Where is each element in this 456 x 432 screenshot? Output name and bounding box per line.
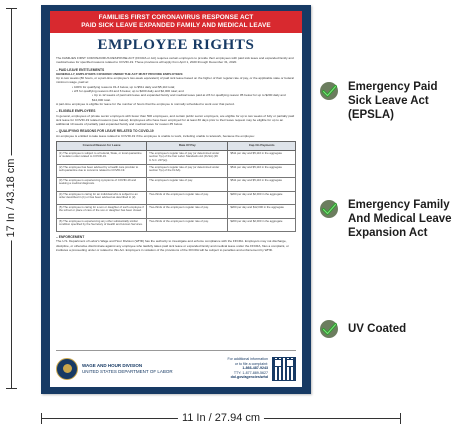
table-row (57, 218, 296, 232)
leave-bullet: • 2/3 for qualifying reasons #4 and 6 below, up to $200 daily and $2,000 total; and (72, 89, 184, 94)
table-cell: The employee's regular rate of pay. (147, 178, 228, 192)
width-dimension-label: 11 In / 27.94 cm (178, 412, 264, 424)
table-cell: (6) The employee is experiencing any other substantially similar condition specified by the Secretary of Health and Human Services. (57, 218, 147, 232)
table-cell: (2) The employee has been advised by a health care provider to self-quarantine due to concerns related to COVID-19. (57, 164, 147, 178)
table-cell: $200 per day and $2,000 in the aggregate (228, 191, 296, 205)
feature-item (318, 80, 456, 122)
enforcement-heading: – ENFORCEMENT (56, 235, 85, 240)
agency-block (82, 363, 192, 374)
qualifying-heading: – QUALIFYING REASONS FOR LEAVE RELATED TO COVID-19 (56, 129, 154, 134)
table-cell: Two-thirds of the employee's regular rate of pay. (147, 205, 228, 219)
qualifying-reasons-table (56, 141, 296, 232)
table-cell: (3) The employee is experiencing symptoms of COVID-19 and seeking a medical diagnosis. (57, 178, 147, 192)
leave-bullet: • Up to 12 weeks of paid sick leave and expanded family and medical leave paid at 2/3 for qualifying reason #5 below for up to $200 daily and $12,000 total. (92, 93, 286, 102)
table-header-cell: Covered Reason for Leave (57, 142, 147, 151)
website: dol.gov/agencies/whd (230, 375, 268, 380)
department-name: UNITED STATES DEPARTMENT OF LABOR (82, 368, 173, 374)
table-cell: (4) The employee is caring for an individual who is subject to an order described in (1) or has been advised as described in (2). (57, 191, 147, 205)
leave-note-text: A part-time employee is eligible for leave for the number of hours that the employee is normally scheduled to work over that period. (56, 101, 235, 106)
table-row (57, 191, 296, 205)
contact-line: or to file a complaint: (234, 361, 268, 366)
check-icon (318, 80, 340, 102)
table-header-row (57, 142, 296, 151)
table-row (57, 151, 296, 165)
width-dimension-left-cap (41, 413, 42, 424)
check-icon (318, 318, 340, 340)
enforcement-text: The U.S. Department of Labor's Wage and Hour Division (WHD) has the authority to investigate and enforce compliance with the FFCRA. Employers may not discharge, discipline, or otherwise discriminate against any employee who lawfully takes paid sick leave or expanded family and medical leave under the FFCRA, files a complaint, or institutes a proceeding under or related to this Act. Employers in violation of the provisions of the FFCRA will be subject to penalties and enforcement by WHD. (56, 239, 289, 252)
table-row (57, 178, 296, 192)
banner-line-1: FAMILIES FIRST CORONAVIRUS RESPONSE ACT (98, 14, 254, 22)
paid-leave-heading: – PAID LEAVE ENTITLEMENTS (56, 67, 105, 72)
feature-label: Emergency Paid Sick Leave Act (EPSLA) (348, 81, 438, 121)
feature-label: UV Coated (348, 323, 407, 335)
table-cell: (1) The employee is subject to a Federal, State, or local quarantine or isolation order related to COVID-19. (57, 151, 147, 165)
table-cell: $200 per day and $12,000 in the aggregate (228, 205, 296, 219)
height-dimension-bottom-cap (6, 388, 17, 389)
table-cell: (5) The employee is caring for a son or daughter of such employee if the school or place of care of the son or daughter has been closed. (57, 205, 147, 219)
table-row (57, 164, 296, 178)
table-cell: $511 per day and $5,110 in the aggregate (228, 164, 296, 178)
poster-banner (50, 11, 302, 33)
poster-footer (56, 350, 296, 384)
generally-heading: GENERALLY, EMPLOYERS COVERED UNDER THE ACT MUST PROVIDE EMPLOYEES: (56, 71, 184, 76)
dol-seal-icon (56, 358, 78, 380)
poster (41, 5, 311, 394)
agency-name: WAGE AND HOUR DIVISION (82, 363, 143, 369)
check-icon (318, 198, 340, 220)
intro-text: The FAMILIES FIRST CORONAVIRUS RESPONSE ACT (FFCRA or Act) requires certain employers to provide their employees with paid sick leave and expanded family and medical leave for specified reasons related to COVID-19. These provisions will apply from April 1, 2020 through December 31, 2020. (56, 56, 294, 65)
width-dimension-right-cap (400, 413, 401, 424)
contact-block (227, 357, 268, 380)
poster-sheet (50, 11, 302, 387)
qr-code-icon (272, 357, 296, 381)
eligible-heading: – ELIGIBLE EMPLOYEES (56, 109, 96, 114)
table-cell: Two-thirds of the employee's regular rate of pay. (147, 218, 228, 232)
table-cell: $511 per day and $5,110 in the aggregate (228, 151, 296, 165)
eligible-text: In general, employees of private sector employers with fewer than 500 employees, and certain public sector employers, are eligible for up to two weeks of fully or partially paid sick leave for COVID-19 related reasons (see below). Employees who have been employed for at least 30 days prior to their leave request may be eligible for up to an additional 10 weeks of partially paid expanded family and medical leave for reason #5 below. (56, 113, 295, 127)
height-dimension-top-cap (6, 8, 17, 9)
feature-item (318, 318, 456, 340)
table-cell: The employee's regular rate of pay (or determined under section 7(e) of the FLSA). (147, 164, 228, 178)
table-header-cell: Cap On Payments (228, 142, 296, 151)
contact-line: For additional information (227, 357, 268, 362)
poster-body (50, 54, 302, 252)
table-row (57, 205, 296, 219)
table-header-cell: Rate Of Pay (147, 142, 228, 151)
feature-label: Emergency Family And Medical Leave Expansion Act (348, 199, 452, 239)
table-cell: Two-thirds of the employee's regular rate of pay. (147, 191, 228, 205)
tty-number: TTY: 1-877-889-5627 (233, 370, 268, 375)
leave-intro-text: Up to two weeks (80 hours, or a part-time employee's two-week equivalent) of paid sick leave based on the higher of their regular rate of pay, or the applicable state or federal minimum wage, paid at: (56, 76, 294, 85)
leave-bullet: • 100% for qualifying reasons #1-3 below, up to $511 daily and $5,110 total; (72, 84, 175, 89)
poster-title: EMPLOYEE RIGHTS (97, 37, 255, 53)
table-cell: The employee's regular rate of pay (or determined under section 7(e) of the Fair Labor Standards Act (FLSA) (29 U.S.C. 207(e)). (147, 151, 228, 165)
banner-line-2: PAID SICK LEAVE EXPANDED FAMILY AND MEDICAL LEAVE (81, 22, 271, 29)
table-cell: $200 per day and $2,000 in the aggregate (228, 218, 296, 232)
qualifying-text: An employee is entitled to take leave related to COVID-19 if the employee is unable to work, including unable to telework, because the employee: (56, 133, 255, 138)
phone-number: 1-866-487-9243 (242, 366, 268, 371)
feature-item (318, 198, 456, 240)
height-dimension-label: 17 In / 43.18 cm (5, 156, 17, 241)
table-cell: $511 per day and $5,110 in the aggregate (228, 178, 296, 192)
